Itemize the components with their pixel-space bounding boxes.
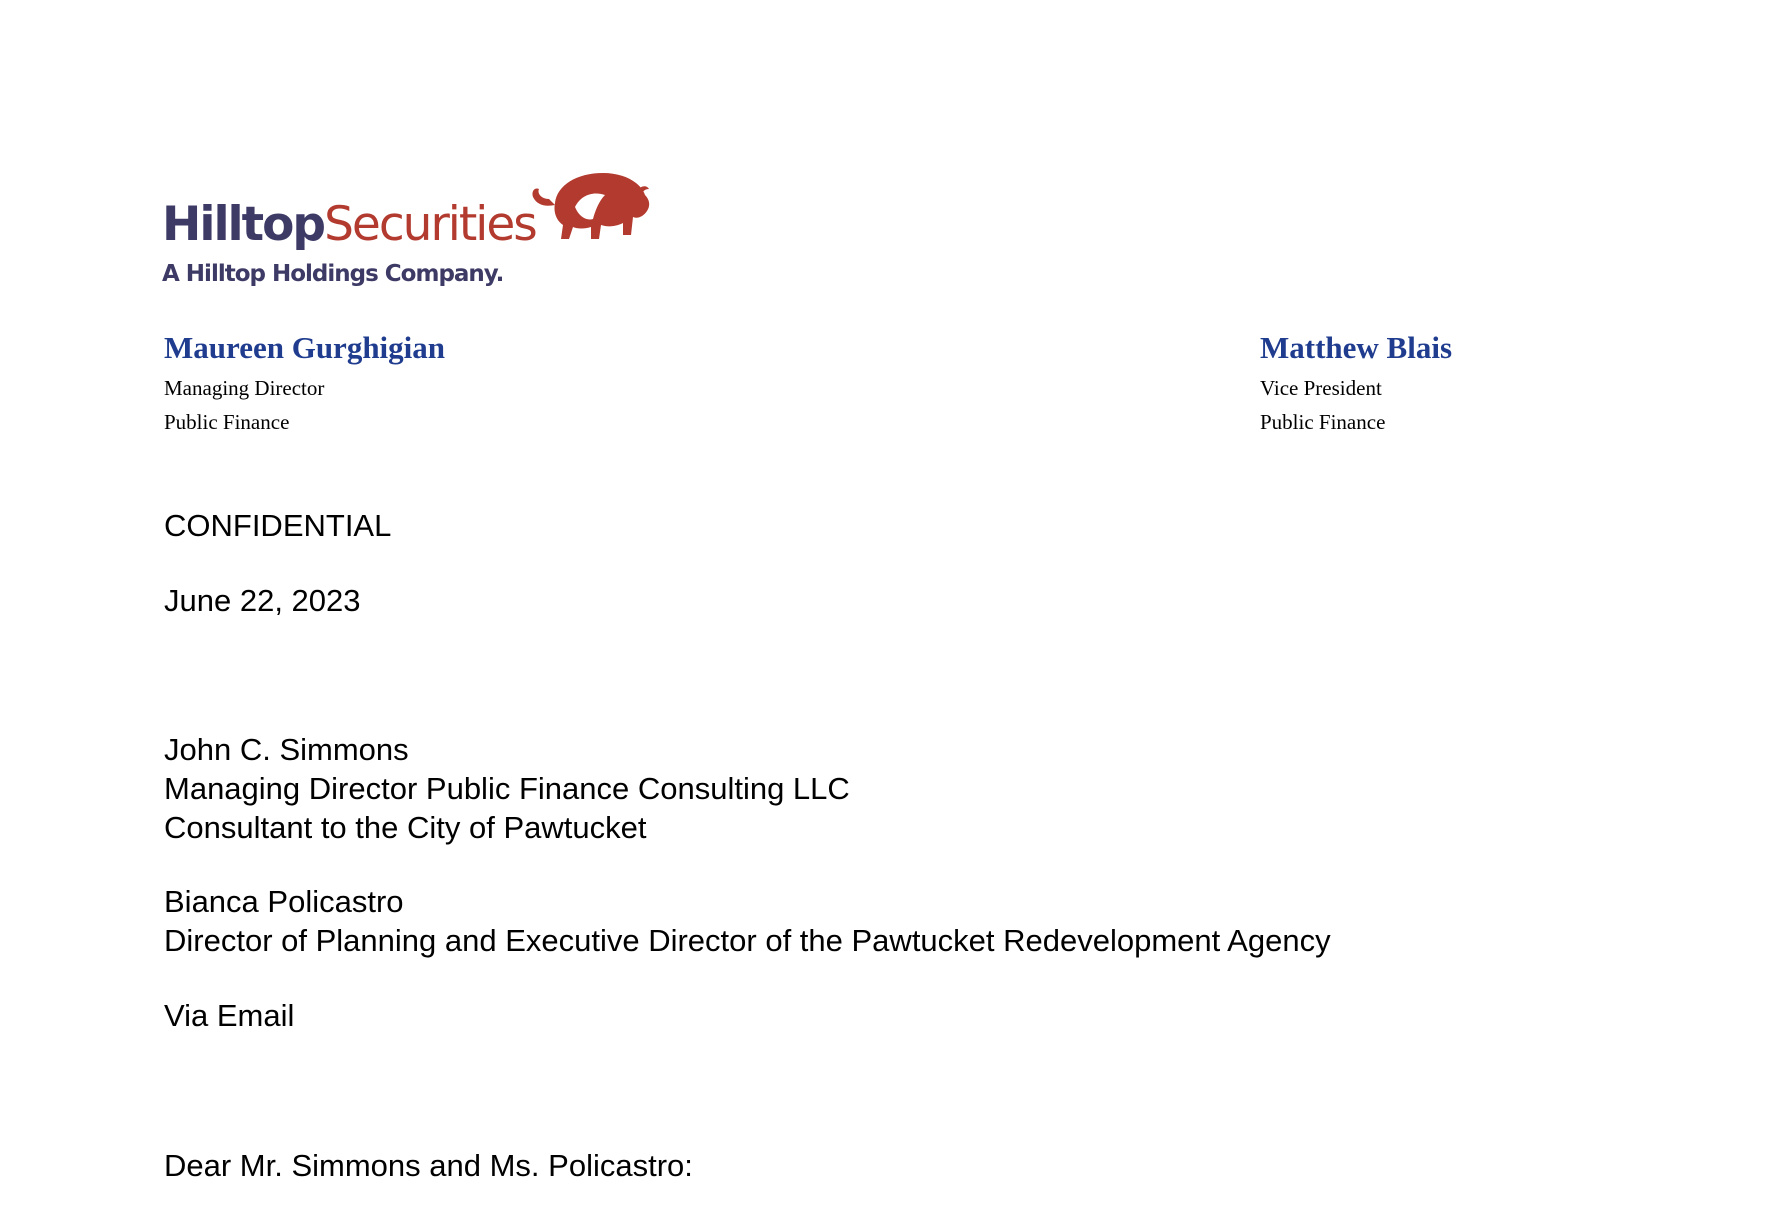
logo-wordmark-securities: Securities	[324, 197, 536, 252]
sender-title: Managing Director	[164, 376, 325, 400]
delivery-method: Via Email	[164, 998, 295, 1033]
recipient-title: Director of Planning and Executive Director of the Pawtucket Redevelopment Agency	[164, 923, 1331, 958]
sender-block-right	[1260, 332, 1452, 433]
recipient-affiliation: Consultant to the City of Pawtucket	[164, 810, 647, 845]
recipient-title: Managing Director Public Finance Consulting LLC	[164, 771, 850, 806]
logo-tagline: A Hilltop Holdings Company.	[162, 261, 504, 287]
logo-wordmark-hilltop: Hilltop	[162, 197, 325, 252]
recipient-name: Bianca Policastro	[164, 884, 404, 919]
logo-wordmark	[162, 197, 536, 252]
sender-department: Public Finance	[1260, 410, 1386, 434]
company-logo	[160, 165, 660, 290]
sender-name: Maureen Gurghigian	[164, 330, 446, 365]
sender-title: Vice President	[1260, 376, 1382, 400]
recipient-block	[164, 882, 1331, 960]
sender-block-left	[164, 332, 445, 433]
recipient-block	[164, 730, 850, 847]
sender-name: Matthew Blais	[1260, 330, 1453, 365]
letter-date: June 22, 2023	[164, 583, 361, 618]
recipient-name: John C. Simmons	[164, 732, 409, 767]
bison-icon	[515, 165, 655, 255]
salutation: Dear Mr. Simmons and Ms. Policastro:	[164, 1148, 693, 1183]
confidential-label: CONFIDENTIAL	[164, 508, 392, 543]
sender-department: Public Finance	[164, 410, 290, 434]
